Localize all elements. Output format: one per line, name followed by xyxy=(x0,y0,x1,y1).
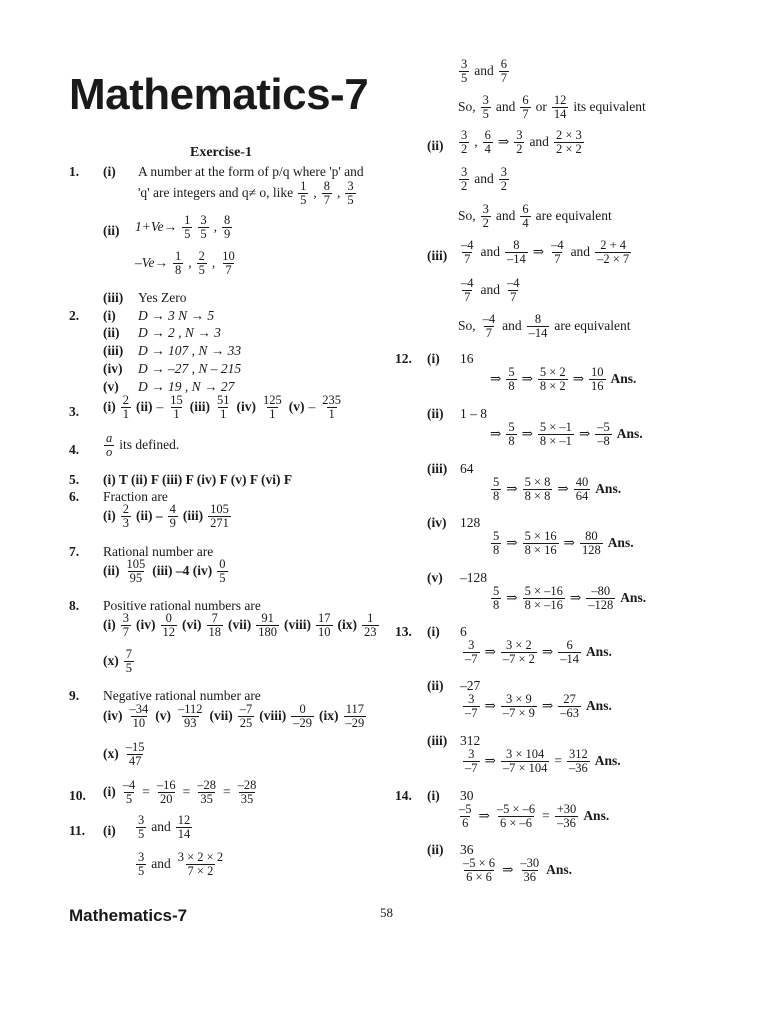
q8-answers: (i) $\frac{3}{7}$ (iv) $\frac{0}{12}$ (vi) $\frac{7}{18}$ (vii) $\frac{91}{180}$ (viii) $\frac{17}{10}$ (ix) $\frac{1}{23}$ xyxy=(103,611,377,639)
q1-positive: 1+Ve→ $\frac{1}{5}$ $\frac{3}{5}$ , $\frac{8}{9}$ xyxy=(135,213,231,241)
part-label: (v) xyxy=(427,570,443,585)
fraction: $\frac{-4}{7}$ xyxy=(461,276,474,304)
fraction: $\frac{6}{4}$ xyxy=(522,202,529,230)
fraction: $\frac{3 \times 2 \times 2}{7 \times 2}$ xyxy=(177,850,224,878)
part-label: (ii) xyxy=(103,223,120,238)
fraction: $\frac{3}{-7}$ xyxy=(465,747,478,775)
q7-heading: Rational number are xyxy=(103,544,214,559)
fraction: $\frac{3}{-7}$ xyxy=(465,692,478,720)
fraction: $\frac{-5 \times -6}{6 \times -6}$ xyxy=(496,802,536,830)
part-label: (iv) xyxy=(103,361,123,376)
question-number: 1. xyxy=(69,164,80,179)
fraction: $\frac{4}{9}$ xyxy=(169,502,176,530)
fraction: $\frac{0}{5}$ xyxy=(219,557,226,585)
q1-negative: –Ve→ $\frac{1}{8}$ , $\frac{2}{5}$ , $\frac{10}{7}$ xyxy=(135,249,235,277)
fraction: $\frac{10}{7}$ xyxy=(222,249,235,277)
q12-step: ⇒ $\frac{5}{8}$ ⇒ $\frac{5 \times 2}{8 \times 2}$ ⇒ $\frac{10}{16}$ Ans. xyxy=(490,365,637,393)
part-label: (iii) xyxy=(103,343,124,358)
fraction: $\frac{-16}{20}$ xyxy=(156,778,176,806)
fraction: $\frac{125}{1}$ xyxy=(263,393,282,421)
fraction: $\frac{3}{5}$ xyxy=(461,57,468,85)
fraction: $\frac{1}{5}$ xyxy=(184,213,191,241)
fraction: $\frac{3 \times 9}{-7 \times 9}$ xyxy=(502,692,535,720)
page-title: Mathematics-7 xyxy=(69,70,369,119)
q8-heading: Positive rational numbers are xyxy=(103,598,261,613)
fraction: $\frac{3}{2}$ xyxy=(461,128,468,156)
fraction: $\frac{3}{2}$ xyxy=(500,165,507,193)
fraction: $\frac{-34}{10}$ xyxy=(129,702,149,730)
part-label: (ii) xyxy=(427,678,444,693)
fraction: $\frac{3}{2}$ xyxy=(482,202,489,230)
q1-answer: Yes Zero xyxy=(138,290,187,305)
q7-answers: (ii) $\frac{105}{95}$ (iii) –4 (iv) $\frac{0}{5}$ xyxy=(103,557,226,585)
fraction: $\frac{40}{64}$ xyxy=(575,475,589,503)
fraction: $\frac{0}{-29}$ xyxy=(293,702,313,730)
fraction: $\frac{-80}{-128}$ xyxy=(588,584,614,612)
fraction: $\frac{-28}{35}$ xyxy=(237,778,257,806)
fraction: $\frac{105}{271}$ xyxy=(210,502,229,530)
fraction: $\frac{91}{180}$ xyxy=(258,611,277,639)
question-number: 11. xyxy=(69,823,86,838)
fraction: $\frac{1}{5}$ xyxy=(300,179,307,207)
fraction: $\frac{5}{8}$ xyxy=(508,365,515,393)
q6-answers: (i) $\frac{2}{3}$ (ii) – $\frac{4}{9}$ (iii) $\frac{105}{271}$ xyxy=(103,502,229,530)
fraction: $\frac{10}{16}$ xyxy=(591,365,604,393)
part-label: (iv) xyxy=(427,515,447,530)
fraction: $\frac{-4}{7}$ xyxy=(507,276,520,304)
exercise-heading: Exercise-1 xyxy=(190,145,252,160)
q2-row: D → 107 , N → 33 xyxy=(138,343,242,358)
q11-r2: So, $\frac{3}{5}$ and $\frac{6}{7}$ or $\frac{12}{14}$ its equivalent xyxy=(458,93,646,121)
fraction: $\frac{117}{-29}$ xyxy=(345,702,365,730)
q2-row: D → 2 , N → 3 xyxy=(138,325,221,340)
q9-answer-x: (x) $\frac{-15}{47}$ xyxy=(103,740,145,768)
q4-answer: $\frac{a}{o}$ its defined. xyxy=(106,431,180,459)
fraction: $\frac{-15}{47}$ xyxy=(125,740,145,768)
fraction: $\frac{5 \times -1}{8 \times -1}$ xyxy=(539,420,572,448)
fraction: $\frac{-30}{36}$ xyxy=(520,856,540,884)
q14-value: 36 xyxy=(460,842,474,857)
fraction: $\frac{5 \times 8}{8 \times 8}$ xyxy=(524,475,551,503)
part-label: (i) xyxy=(103,164,116,179)
fraction: $\frac{6}{4}$ xyxy=(484,128,491,156)
fraction: $\frac{1}{8}$ xyxy=(175,249,182,277)
fraction: $\frac{-5}{6}$ xyxy=(459,802,472,830)
q13-value: –27 xyxy=(460,678,481,693)
q8-answer-x: (x) $\frac{7}{5}$ xyxy=(103,647,132,675)
fraction: $\frac{2 \times 3}{2 \times 2}$ xyxy=(555,128,582,156)
fraction: $\frac{12}{14}$ xyxy=(553,93,567,121)
fraction: $\frac{2}{3}$ xyxy=(122,502,129,530)
q2-row: D → –27 , N – 215 xyxy=(138,361,242,376)
fraction: $\frac{0}{12}$ xyxy=(162,611,175,639)
fraction: $\frac{17}{10}$ xyxy=(318,611,331,639)
fraction: $\frac{8}{-14}$ xyxy=(528,312,548,340)
part-label: (ii) xyxy=(427,406,444,421)
fraction: $\frac{6}{7}$ xyxy=(522,93,529,121)
fraction: $\frac{-7}{25}$ xyxy=(239,702,253,730)
fraction: $\frac{5}{8}$ xyxy=(508,420,515,448)
fraction: $\frac{2 + 4}{-2 \times 7}$ xyxy=(597,238,630,266)
q13-value: 6 xyxy=(460,624,467,639)
part-label: (i) xyxy=(103,308,116,323)
q11-r7: $\frac{-4}{7}$ and $\frac{-4}{7}$ xyxy=(461,276,520,304)
part-label: (i) xyxy=(103,823,116,838)
fraction: $\frac{-4}{5}$ xyxy=(122,778,136,806)
q11-line2: $\frac{3}{5}$ and $\frac{3 \times 2 \times 2}{7 \times 2}$ xyxy=(138,850,224,878)
q11-r8: So, $\frac{-4}{7}$ and $\frac{8}{-14}$ are equivalent xyxy=(458,312,631,340)
fraction: $\frac{12}{14}$ xyxy=(177,813,191,841)
fraction: $\frac{3}{5}$ xyxy=(138,850,145,878)
q2-row: D → 3 N → 5 xyxy=(138,308,215,323)
fraction: $\frac{51}{1}$ xyxy=(217,393,230,421)
q1-text-line1: A number at the form of p/q where 'p' and xyxy=(138,164,364,179)
fraction: $\frac{8}{7}$ xyxy=(323,179,330,207)
fraction: $\frac{3}{7}$ xyxy=(122,611,129,639)
fraction: $\frac{6}{-14}$ xyxy=(560,638,579,666)
part-label: (v) xyxy=(103,379,119,394)
q10-answer: (i) $\frac{-4}{5}$ = $\frac{-16}{20}$ = $\frac{-28}{35}$ = $\frac{-28}{35}$ xyxy=(103,778,257,806)
q12-value: –128 xyxy=(460,570,487,585)
q5-answer: (i) T (ii) F (iii) F (iv) F (v) F (vi) F xyxy=(103,472,293,487)
fraction: $\frac{8}{9}$ xyxy=(223,213,231,241)
fraction: $\frac{5}{8}$ xyxy=(493,475,500,503)
fraction: $\frac{27}{-63}$ xyxy=(560,692,579,720)
fraction: $\frac{-4}{7}$ xyxy=(482,312,496,340)
fraction: $\frac{3}{5}$ xyxy=(482,93,489,121)
fraction: $\frac{6}{7}$ xyxy=(500,57,507,85)
q14-step: $\frac{-5}{6}$ ⇒ $\frac{-5 \times -6}{6 \times -6}$ = $\frac{+30}{-36}$ Ans. xyxy=(459,802,610,830)
fraction: $\frac{3}{2}$ xyxy=(516,128,523,156)
fraction: $\frac{3}{5}$ xyxy=(200,213,207,241)
part-label: (ii) xyxy=(427,842,444,857)
fraction: $\frac{-112}{93}$ xyxy=(178,702,203,730)
q11-r1: $\frac{3}{5}$ and $\frac{6}{7}$ xyxy=(461,57,507,85)
fraction: $\frac{-5}{-8}$ xyxy=(597,420,610,448)
fraction: $\frac{5 \times 2}{8 \times 2}$ xyxy=(539,365,566,393)
question-number: 5. xyxy=(69,472,80,487)
fraction: $\frac{-4}{7}$ xyxy=(551,238,564,266)
q1-text-line2: 'q' are integers and q≠ o, like $\frac{1}{5}$ , $\frac{8}{7}$ , $\frac{3}{5}$ xyxy=(138,179,354,207)
fraction: $\frac{-4}{7}$ xyxy=(461,238,474,266)
q13-value: 312 xyxy=(460,733,481,748)
q12-step: $\frac{5}{8}$ ⇒ $\frac{5 \times -16}{8 \times -16}$ ⇒ $\frac{-80}{-128}$ Ans. xyxy=(493,584,647,612)
fraction: $\frac{105}{95}$ xyxy=(126,557,146,585)
fraction: $\frac{3 \times 2}{-7 \times 2}$ xyxy=(502,638,535,666)
q12-value: 64 xyxy=(460,461,474,476)
fraction: $\frac{7}{18}$ xyxy=(208,611,221,639)
fraction: $\frac{5}{8}$ xyxy=(493,584,500,612)
question-number: 10. xyxy=(69,788,86,803)
q12-step: ⇒ $\frac{5}{8}$ ⇒ $\frac{5 \times -1}{8 \times -1}$ ⇒ $\frac{-5}{-8}$ Ans. xyxy=(490,420,643,448)
question-number: 12. xyxy=(395,351,412,366)
q6-heading: Fraction are xyxy=(103,489,168,504)
question-number: 9. xyxy=(69,688,80,703)
fraction: $\frac{2}{5}$ xyxy=(198,249,205,277)
q11-r5: So, $\frac{3}{2}$ and $\frac{6}{4}$ are equivalent xyxy=(458,202,612,230)
part-label: (ii) xyxy=(427,138,444,153)
part-label: (iii) xyxy=(103,290,124,305)
part-label: (iii) xyxy=(427,248,448,263)
fraction: $\frac{-5 \times 6}{6 \times 6}$ xyxy=(463,856,496,884)
question-number: 3. xyxy=(69,404,80,419)
part-label: (iii) xyxy=(427,461,448,476)
fraction: $\frac{3}{2}$ xyxy=(461,165,468,193)
fraction: $\frac{7}{5}$ xyxy=(125,647,132,675)
fraction: $\frac{3}{5}$ xyxy=(347,179,354,207)
q11-r6: $\frac{-4}{7}$ and $\frac{8}{-14}$ ⇒ $\frac{-4}{7}$ and $\frac{2 + 4}{-2 \times 7}$ xyxy=(461,238,630,266)
fraction: $\frac{+30}{-36}$ xyxy=(556,802,577,830)
q14-step: $\frac{-5 \times 6}{6 \times 6}$ ⇒ $\frac{-30}{36}$ Ans. xyxy=(463,856,573,884)
fraction: $\frac{3 \times 104}{-7 \times 104}$ xyxy=(502,747,548,775)
q9-answers: (iv) $\frac{-34}{10}$ (v) $\frac{-112}{93}$ (vii) $\frac{-7}{25}$ (viii) $\frac{0}{-29}$ (ix) $\frac{117}{-29}$ xyxy=(103,702,365,730)
question-number: 8. xyxy=(69,598,80,613)
fraction: $\frac{2}{1}$ xyxy=(122,393,129,421)
q11-r4: $\frac{3}{2}$ and $\frac{3}{2}$ xyxy=(461,165,507,193)
question-number: 4. xyxy=(69,442,80,457)
fraction: $\frac{5 \times 16}{8 \times 16}$ xyxy=(524,529,557,557)
q1-text: 'q' are integers and q≠ o, like xyxy=(138,185,294,201)
part-label: (i) xyxy=(427,788,440,803)
q13-step: $\frac{3}{-7}$ ⇒ $\frac{3 \times 9}{-7 \times 9}$ ⇒ $\frac{27}{-63}$ Ans. xyxy=(465,692,612,720)
q2-row: D → 19 , N → 27 xyxy=(138,379,235,394)
part-label: (ii) xyxy=(103,325,120,340)
fraction: $\frac{3}{5}$ xyxy=(138,813,145,841)
q3-answers: (i) $\frac{2}{1}$ (ii) – $\frac{15}{1}$ (iii) $\frac{51}{1}$ (iv) $\frac{125}{1}$ (v) – $\frac{235}{1}$ xyxy=(103,393,341,421)
part-label: (iii) xyxy=(427,733,448,748)
part-label: (i) xyxy=(427,624,440,639)
q9-heading: Negative rational number are xyxy=(103,688,261,703)
page-number: 58 xyxy=(380,905,393,920)
question-number: 7. xyxy=(69,544,80,559)
q11-line1: $\frac{3}{5}$ and $\frac{12}{14}$ xyxy=(138,813,191,841)
fraction: $\frac{5 \times -16}{8 \times -16}$ xyxy=(524,584,563,612)
fraction: $\frac{235}{1}$ xyxy=(322,393,341,421)
fraction: $\frac{3}{-7}$ xyxy=(465,638,478,666)
fraction: $\frac{-28}{35}$ xyxy=(197,778,216,806)
question-number: 14. xyxy=(395,788,412,803)
q12-step: $\frac{5}{8}$ ⇒ $\frac{5 \times 16}{8 \times 16}$ ⇒ $\frac{80}{128}$ Ans. xyxy=(493,529,634,557)
question-number: 2. xyxy=(69,308,80,323)
q12-value: 128 xyxy=(460,515,481,530)
fraction: $\frac{1}{23}$ xyxy=(364,611,377,639)
q12-step: $\frac{5}{8}$ ⇒ $\frac{5 \times 8}{8 \times 8}$ ⇒ $\frac{40}{64}$ Ans. xyxy=(493,475,622,503)
fraction: $\frac{80}{128}$ xyxy=(581,529,601,557)
question-number: 6. xyxy=(69,489,80,504)
part-label: (i) xyxy=(427,351,440,366)
q12-value: 1 – 8 xyxy=(460,406,487,421)
fraction: $\frac{15}{1}$ xyxy=(170,393,183,421)
q11-r3: $\frac{3}{2}$ , $\frac{6}{4}$ ⇒ $\frac{3}{2}$ and $\frac{2 \times 3}{2 \times 2}$ xyxy=(461,128,582,156)
fraction: $\frac{8}{-14}$ xyxy=(507,238,526,266)
footer-title: Mathematics-7 xyxy=(69,906,188,925)
q14-value: 30 xyxy=(460,788,474,803)
q13-step: $\frac{3}{-7}$ ⇒ $\frac{3 \times 2}{-7 \times 2}$ ⇒ $\frac{6}{-14}$ Ans. xyxy=(465,638,612,666)
q12-value: 16 xyxy=(460,351,474,366)
question-number: 13. xyxy=(395,624,412,639)
q13-step: $\frac{3}{-7}$ ⇒ $\frac{3 \times 104}{-7 \times 104}$ = $\frac{312}{-36}$ Ans. xyxy=(465,747,621,775)
fraction: $\frac{312}{-36}$ xyxy=(569,747,588,775)
fraction: $\frac{5}{8}$ xyxy=(493,529,500,557)
fraction: $\frac{a}{o}$ xyxy=(106,431,113,459)
